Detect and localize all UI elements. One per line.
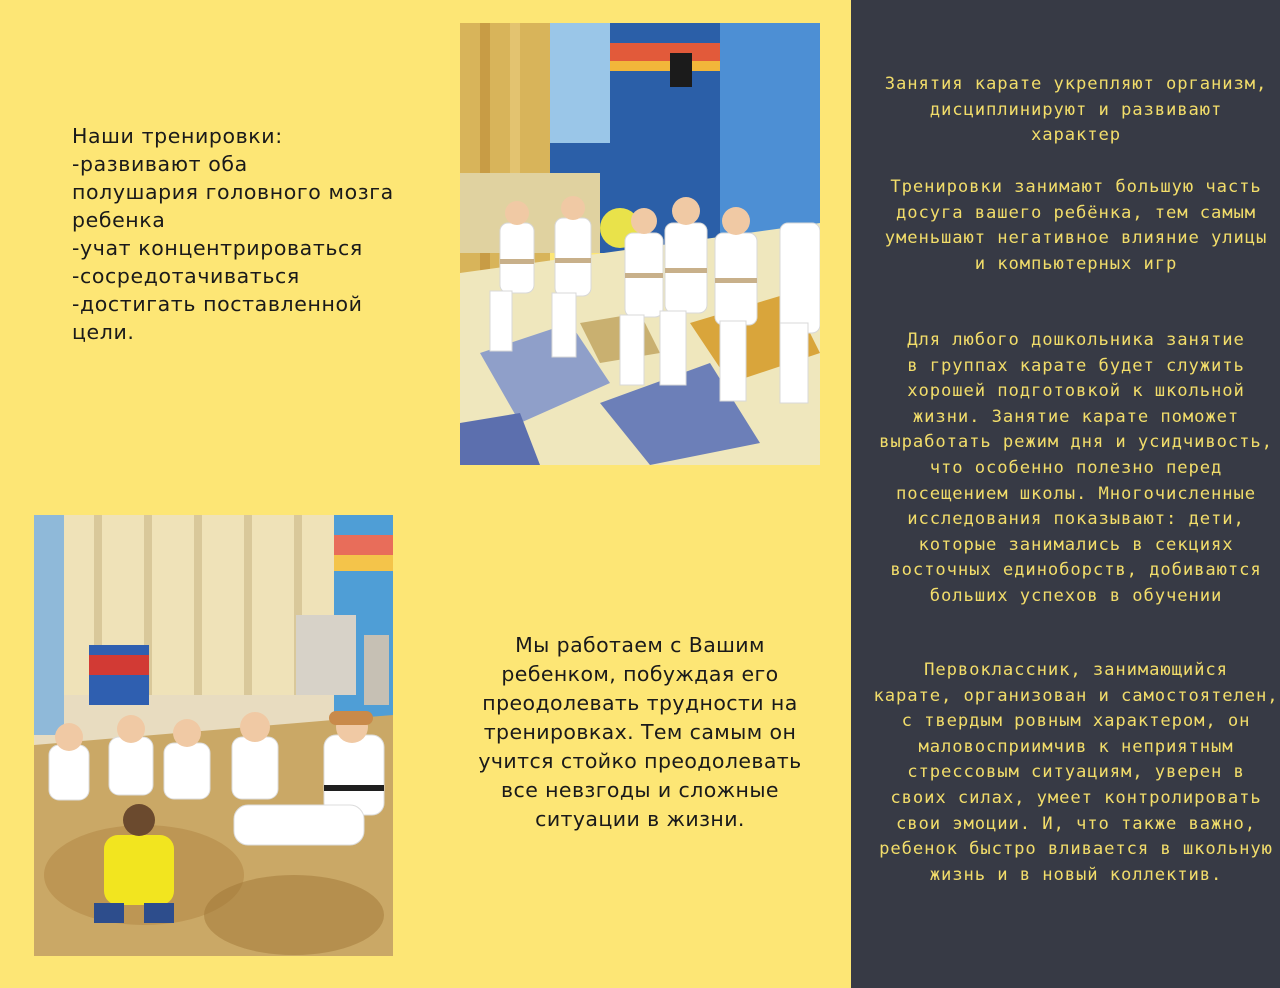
karate-class-illustration <box>460 23 820 465</box>
intro-line: полушария головного мозга <box>72 180 394 204</box>
preschool-line: в группах карате будет служить <box>907 355 1245 376</box>
first-grader-line: ребенок быстро вливается в школьную <box>879 839 1273 860</box>
first-grader-line: своих силах, умеет контролировать <box>890 787 1262 808</box>
intro-line: цели. <box>72 320 135 344</box>
preschool-line: что особенно полезно перед <box>929 457 1223 478</box>
intro-line: Наши тренировки: <box>72 124 283 148</box>
first-grader-line: Первоклассник, занимающийся <box>924 660 1228 680</box>
first-grader-line: жизнь и в новый коллектив. <box>929 864 1223 885</box>
first-grader-line: с твердым ровным характером, он <box>901 711 1251 732</box>
work-line: ребенком, побуждая его <box>501 662 779 686</box>
stretching-class-illustration <box>34 515 393 956</box>
preschool-block <box>871 328 1280 610</box>
first-grader-line: карате, организован и самостоятелен, <box>873 685 1279 706</box>
right-panel <box>851 0 1280 988</box>
work-line: учится стойко преодолевать <box>478 749 802 773</box>
work-line: все невзгоды и сложные <box>501 778 779 802</box>
leisure-line: досуга вашего ребёнка, тем самым <box>896 202 1256 223</box>
first-grader-line: стрессовым ситуациям, уверен в <box>907 762 1245 783</box>
preschool-line: исследования показывают: дети, <box>907 509 1245 530</box>
work-text <box>455 631 825 834</box>
intro-line: -развивают оба <box>72 152 248 176</box>
preschool-line: выработать режим дня и усидчивость, <box>879 432 1273 453</box>
intro-line: -учат концентрироваться <box>72 236 363 260</box>
intro-line: -сосредотачиваться <box>72 264 300 288</box>
leisure-line: и компьютерных игр <box>974 253 1178 274</box>
leisure-line: Тренировки занимают большую часть <box>890 177 1262 197</box>
intro-text <box>72 122 432 346</box>
preschool-line: которые занимались в секциях <box>918 534 1234 555</box>
benefits-line: характер <box>1031 125 1121 146</box>
benefits-block <box>871 72 1280 149</box>
work-line: Мы работаем с Вашим <box>515 633 765 657</box>
intro-line: -достигать поставленной <box>72 292 363 316</box>
preschool-line: жизни. Занятие карате поможет <box>912 406 1240 427</box>
preschool-line: больших успехов в обучении <box>929 585 1223 606</box>
first-grader-line: свои эмоции. И, что также важно, <box>896 813 1256 834</box>
preschool-line: посещением школы. Многочисленные <box>896 483 1256 504</box>
intro-line: ребенка <box>72 208 166 232</box>
preschool-line: Для любого дошкольника занятие <box>907 330 1245 350</box>
benefits-line: дисциплинируют и развивают <box>929 99 1223 120</box>
first-grader-line: маловосприимчив к неприятным <box>918 736 1234 757</box>
preschool-line: хорошей подготовкой к школьной <box>907 381 1245 402</box>
first-grader-block <box>871 658 1280 888</box>
work-line: ситуации в жизни. <box>535 807 745 831</box>
work-line: преодолевать трудности на <box>482 691 798 715</box>
work-line: тренировках. Тем самым он <box>483 720 797 744</box>
leisure-line: уменьшают негативное влияние улицы <box>884 228 1268 249</box>
stretching-class-photo <box>34 515 393 956</box>
karate-class-photo <box>460 23 820 465</box>
benefits-line: Занятия карате укрепляют организм, <box>884 74 1268 94</box>
preschool-line: восточных единоборств, добиваются <box>890 560 1262 581</box>
leisure-block <box>871 175 1280 277</box>
